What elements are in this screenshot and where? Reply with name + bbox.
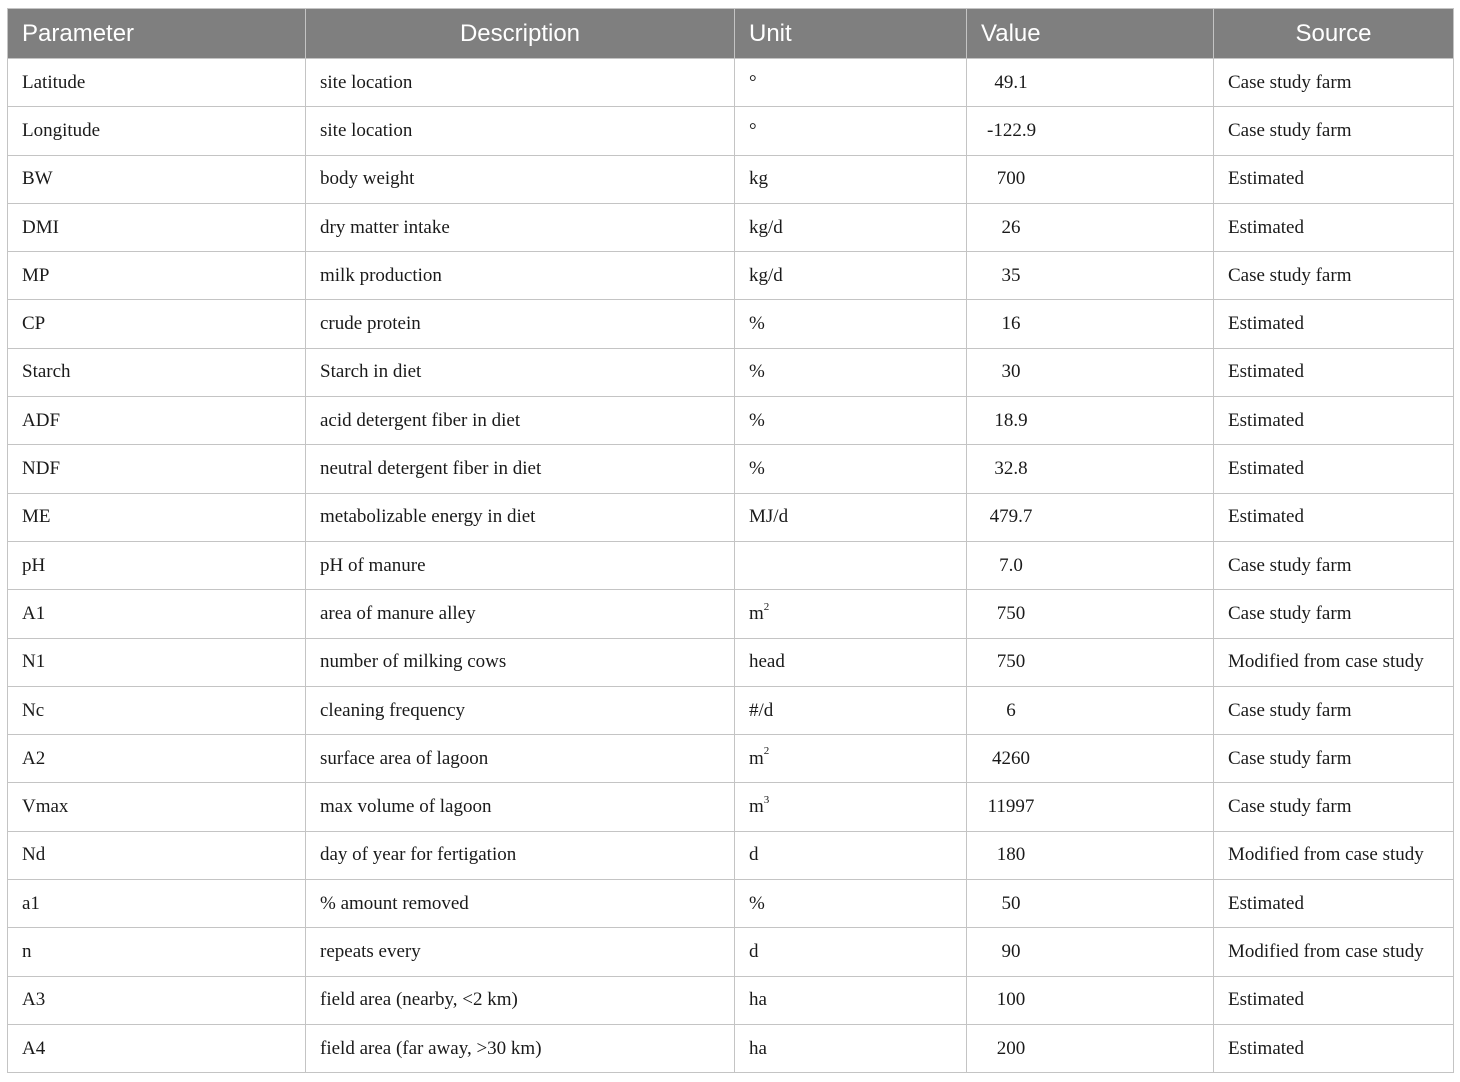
value-text: 35 (1001, 264, 1021, 286)
unit-exponent: 3 (763, 793, 770, 806)
unit-text: MJ/d (749, 506, 789, 528)
source-cell: Estimated (1214, 445, 1454, 493)
unit-text: ha (749, 989, 767, 1011)
source-cell: Case study farm (1214, 686, 1454, 734)
value-cell (967, 638, 1214, 686)
table-row (8, 1024, 1454, 1072)
description-cell: field area (nearby, <2 km) (306, 976, 735, 1024)
table-row (8, 300, 1454, 348)
unit-cell (735, 300, 967, 348)
description-cell: area of manure alley (306, 590, 735, 638)
value-cell (967, 397, 1214, 445)
value-cell (967, 541, 1214, 589)
unit-text: % (749, 892, 765, 914)
value-text: 700 (996, 168, 1026, 190)
parameter-cell: A2 (8, 735, 306, 783)
value-text: 11997 (987, 796, 1035, 818)
parameter-cell: ADF (8, 397, 306, 445)
parameter-cell: Nc (8, 686, 306, 734)
unit-text: % (749, 361, 765, 383)
parameter-cell: a1 (8, 880, 306, 928)
value-cell (967, 107, 1214, 155)
description-cell: site location (306, 59, 735, 107)
unit-text: m (749, 747, 764, 769)
value-cell (967, 59, 1214, 107)
source-cell: Case study farm (1214, 59, 1454, 107)
value-text: 750 (996, 602, 1026, 624)
value-text: 7.0 (999, 554, 1023, 576)
parameter-cell: NDF (8, 445, 306, 493)
value-cell (967, 976, 1214, 1024)
unit-text: ha (749, 1037, 767, 1059)
unit-cell (735, 107, 967, 155)
value-text: 26 (1001, 216, 1021, 238)
value-cell (967, 493, 1214, 541)
value-cell (967, 686, 1214, 734)
table-row (8, 735, 1454, 783)
source-cell: Estimated (1214, 880, 1454, 928)
parameter-cell: ME (8, 493, 306, 541)
unit-text: ° (749, 119, 757, 141)
source-cell: Estimated (1214, 976, 1454, 1024)
description-cell: Starch in diet (306, 348, 735, 396)
description-cell: number of milking cows (306, 638, 735, 686)
parameter-cell: Latitude (8, 59, 306, 107)
value-text: 200 (996, 1037, 1026, 1059)
value-text: 18.9 (994, 409, 1028, 431)
unit-cell (735, 59, 967, 107)
header-value: Value (967, 9, 1214, 59)
value-text: -122.9 (987, 119, 1037, 141)
source-cell: Modified from case study (1214, 638, 1454, 686)
table-row (8, 976, 1454, 1024)
table-row (8, 107, 1454, 155)
parameter-cell: Starch (8, 348, 306, 396)
unit-cell (735, 203, 967, 251)
header-unit: Unit (735, 9, 967, 59)
value-text: 100 (996, 989, 1026, 1011)
source-cell: Case study farm (1214, 783, 1454, 831)
unit-text: head (749, 651, 785, 673)
unit-text: ° (749, 71, 757, 93)
parameter-table (7, 8, 1454, 1073)
description-cell: repeats every (306, 928, 735, 976)
description-cell: max volume of lagoon (306, 783, 735, 831)
value-cell (967, 445, 1214, 493)
source-cell: Estimated (1214, 300, 1454, 348)
unit-cell (735, 928, 967, 976)
parameter-cell: Nd (8, 831, 306, 879)
value-cell (967, 348, 1214, 396)
value-cell (967, 783, 1214, 831)
parameter-cell: MP (8, 252, 306, 300)
source-cell: Case study farm (1214, 252, 1454, 300)
unit-text: #/d (749, 699, 774, 721)
parameter-cell: N1 (8, 638, 306, 686)
description-cell: acid detergent fiber in diet (306, 397, 735, 445)
value-text: 180 (996, 844, 1026, 866)
value-text: 49.1 (994, 71, 1028, 93)
unit-cell (735, 590, 967, 638)
source-cell: Estimated (1214, 397, 1454, 445)
parameter-cell: CP (8, 300, 306, 348)
value-text: 6 (1006, 699, 1016, 721)
parameter-cell: DMI (8, 203, 306, 251)
unit-cell (735, 252, 967, 300)
source-cell: Estimated (1214, 348, 1454, 396)
header-source: Source (1214, 9, 1454, 59)
value-text: 50 (1001, 892, 1021, 914)
unit-cell (735, 541, 967, 589)
unit-cell (735, 735, 967, 783)
table-row (8, 203, 1454, 251)
value-text: 16 (1001, 313, 1021, 335)
source-cell: Modified from case study (1214, 831, 1454, 879)
parameter-cell: A3 (8, 976, 306, 1024)
source-cell: Case study farm (1214, 735, 1454, 783)
parameter-cell: pH (8, 541, 306, 589)
description-cell: crude protein (306, 300, 735, 348)
table-row (8, 348, 1454, 396)
source-cell: Modified from case study (1214, 928, 1454, 976)
table-row (8, 590, 1454, 638)
table-row (8, 541, 1454, 589)
source-cell: Estimated (1214, 155, 1454, 203)
unit-cell (735, 638, 967, 686)
table-row (8, 783, 1454, 831)
unit-text: m (749, 796, 764, 818)
value-cell (967, 203, 1214, 251)
unit-text: m (749, 602, 764, 624)
unit-cell (735, 783, 967, 831)
value-cell (967, 831, 1214, 879)
parameter-cell: Longitude (8, 107, 306, 155)
description-cell: cleaning frequency (306, 686, 735, 734)
value-cell (967, 1024, 1214, 1072)
table-row (8, 155, 1454, 203)
unit-exponent: 2 (763, 600, 770, 613)
table-row (8, 880, 1454, 928)
parameter-cell: Vmax (8, 783, 306, 831)
unit-cell (735, 348, 967, 396)
table-row (8, 638, 1454, 686)
unit-text: % (749, 458, 765, 480)
description-cell: site location (306, 107, 735, 155)
unit-text: kg (749, 168, 768, 190)
value-cell (967, 590, 1214, 638)
header-row (8, 9, 1454, 59)
unit-cell (735, 831, 967, 879)
description-cell: body weight (306, 155, 735, 203)
parameter-cell: A4 (8, 1024, 306, 1072)
description-cell: day of year for fertigation (306, 831, 735, 879)
value-text: 4260 (992, 747, 1030, 769)
unit-cell (735, 445, 967, 493)
value-cell (967, 300, 1214, 348)
value-text: 90 (1001, 940, 1021, 962)
description-cell: milk production (306, 252, 735, 300)
source-cell: Case study farm (1214, 541, 1454, 589)
description-cell: pH of manure (306, 541, 735, 589)
table-row (8, 928, 1454, 976)
header-description: Description (306, 9, 735, 59)
table-row (8, 397, 1454, 445)
source-cell: Case study farm (1214, 590, 1454, 638)
unit-cell (735, 1024, 967, 1072)
source-cell: Case study farm (1214, 107, 1454, 155)
value-text: 479.7 (989, 506, 1033, 528)
value-cell (967, 735, 1214, 783)
table-row (8, 59, 1454, 107)
unit-exponent: 2 (763, 745, 770, 758)
parameter-cell: A1 (8, 590, 306, 638)
description-cell: metabolizable energy in diet (306, 493, 735, 541)
table-row (8, 445, 1454, 493)
unit-cell (735, 397, 967, 445)
unit-cell (735, 493, 967, 541)
parameter-cell: n (8, 928, 306, 976)
unit-text: kg/d (749, 264, 783, 286)
table-row (8, 493, 1454, 541)
source-cell: Estimated (1214, 493, 1454, 541)
value-cell (967, 252, 1214, 300)
table-row (8, 686, 1454, 734)
unit-cell (735, 686, 967, 734)
unit-cell (735, 880, 967, 928)
unit-text: kg/d (749, 216, 783, 238)
description-cell: dry matter intake (306, 203, 735, 251)
description-cell: surface area of lagoon (306, 735, 735, 783)
table-row (8, 831, 1454, 879)
value-cell (967, 928, 1214, 976)
value-text: 750 (996, 651, 1026, 673)
unit-cell (735, 155, 967, 203)
parameter-cell: BW (8, 155, 306, 203)
unit-text: d (749, 844, 759, 866)
value-cell (967, 155, 1214, 203)
unit-cell (735, 976, 967, 1024)
header-parameter: Parameter (8, 9, 306, 59)
unit-text: % (749, 409, 765, 431)
unit-text: % (749, 313, 765, 335)
description-cell: neutral detergent fiber in diet (306, 445, 735, 493)
value-text: 32.8 (994, 458, 1028, 480)
unit-text: d (749, 940, 759, 962)
table-row (8, 252, 1454, 300)
description-cell: field area (far away, >30 km) (306, 1024, 735, 1072)
value-cell (967, 880, 1214, 928)
source-cell: Estimated (1214, 1024, 1454, 1072)
value-text: 30 (1001, 361, 1021, 383)
source-cell: Estimated (1214, 203, 1454, 251)
description-cell: % amount removed (306, 880, 735, 928)
